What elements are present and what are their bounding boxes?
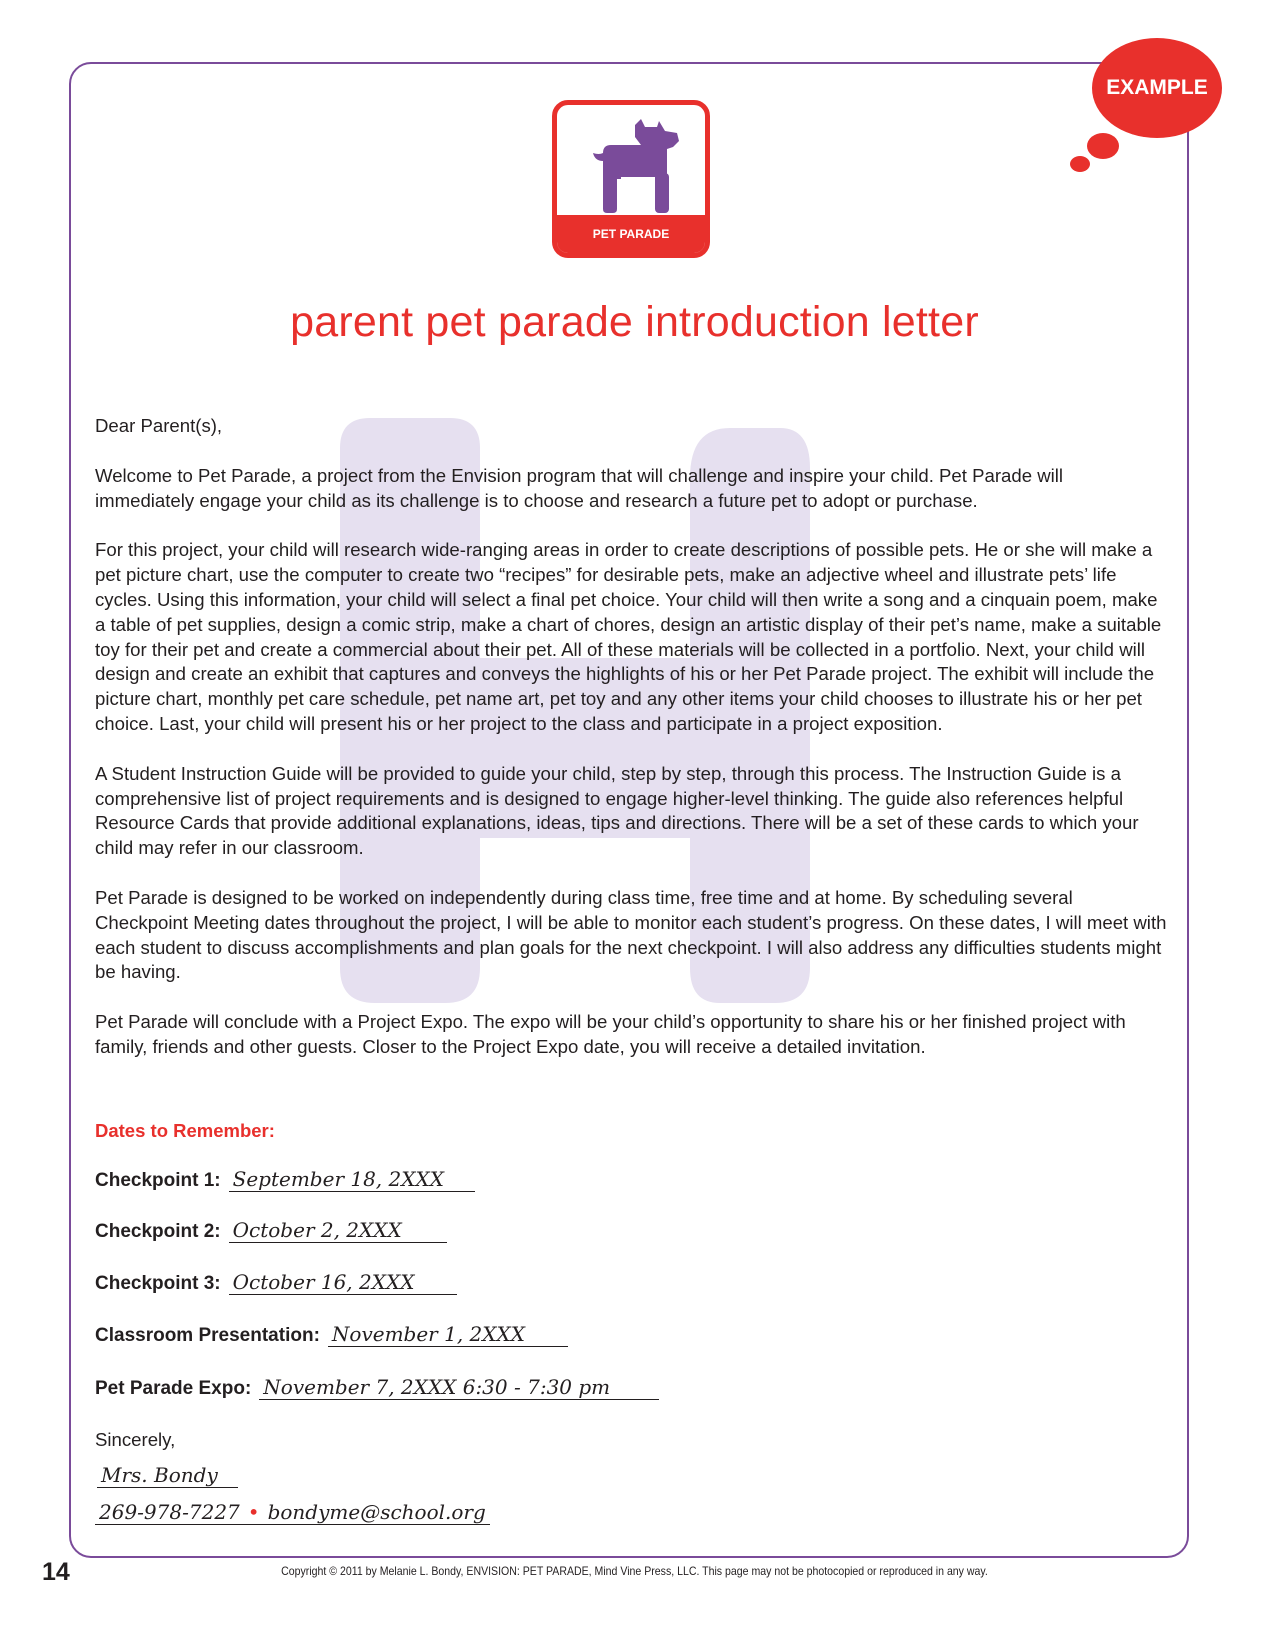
paragraph: Pet Parade will conclude with a Project Expo. The expo will be your child’s opportunity to share his or her finished project with family, friends and other guests. Closer to the Project Expo date, you will receive a detailed invitation. bbox=[95, 1011, 1126, 1057]
date-label: Checkpoint 3: bbox=[95, 1273, 221, 1294]
page-title: parent pet parade introduction letter bbox=[290, 298, 979, 346]
greeting: Dear Parent(s), bbox=[95, 415, 223, 436]
date-value: October 2, 2XXX bbox=[229, 1218, 447, 1243]
date-row-checkpoint-3 bbox=[95, 1270, 457, 1295]
dog-icon bbox=[587, 117, 685, 217]
date-row-checkpoint-1 bbox=[95, 1167, 475, 1192]
date-value: September 18, 2XXX bbox=[229, 1167, 475, 1192]
pet-parade-logo bbox=[552, 100, 710, 258]
date-label: Classroom Presentation: bbox=[95, 1325, 320, 1346]
closing: Sincerely, bbox=[95, 1429, 176, 1450]
date-value: October 16, 2XXX bbox=[229, 1270, 457, 1295]
contact-line bbox=[95, 1500, 490, 1525]
date-label: Checkpoint 1: bbox=[95, 1170, 221, 1191]
date-label: Checkpoint 2: bbox=[95, 1221, 221, 1242]
copyright-notice: Copyright © 2011 by Melanie L. Bondy, ENVISION: PET PARADE, Mind Vine Press, LLC. This page may not be photocopied or reproduced in any way. bbox=[281, 1564, 988, 1578]
date-value: November 1, 2XXX bbox=[328, 1322, 568, 1347]
page-number: 14 bbox=[42, 1558, 70, 1586]
bullet-separator: • bbox=[247, 1500, 260, 1524]
date-value: November 7, 2XXX 6:30 - 7:30 pm bbox=[259, 1375, 659, 1400]
signature: Mrs. Bondy bbox=[97, 1463, 238, 1488]
email-address: bondyme@school.org bbox=[267, 1500, 486, 1524]
date-row-pet-parade-expo bbox=[95, 1375, 659, 1400]
bubble-dot bbox=[1070, 156, 1090, 172]
bubble-dot bbox=[1087, 133, 1119, 159]
paragraph: Welcome to Pet Parade, a project from the Envision program that will challenge and inspire your child. Pet Parade will immediately engage your child as its challenge is to choose and research a future pet to adopt or purchase. bbox=[95, 464, 1064, 511]
paragraph: A Student Instruction Guide will be provided to guide your child, step by step, through this process. The Instruction Guide is a comprehensive list of project requirements and is designed to engage higher-level thinking. The guide also references helpful Resource Cards that provide additional explanations, ideas, tips and directions. There will be a set of these cards to which your child may refer in our classroom. bbox=[95, 762, 1139, 859]
date-row-checkpoint-2 bbox=[95, 1218, 447, 1243]
paragraph: For this project, your child will research wide-ranging areas in order to create descriptions of possible pets. He or she will make a pet picture chart, use the computer to create two “recipes” for desirable pets, make an adjective wheel and illustrate pets’ life cycles. Using this information, your child will select a final pet choice. Your child will then write a song and a cinquain poem, make a table of pet supplies, design a comic strip, make a chart of chores, design an artistic display of their pet’s name, make a suitable toy for their pet and create a commercial about their pet. All of these materials will be collected in a portfolio. Next, your child will design and create an exhibit that captures and conveys the highlights of his or her Pet Parade project. The exhibit will include the picture chart, monthly pet care schedule, pet name art, pet toy and any other items your child chooses to illustrate his or her pet choice. Last, your child will present his or her project to the class and participate in a project exposition. bbox=[95, 539, 1162, 734]
paragraph: Pet Parade is designed to be worked on independently during class time, free time and at home. By scheduling several Checkpoint Meeting dates throughout the project, I will be able to monitor each student’s progress. On these dates, I will meet with each student to discuss accomplishments and plan goals for the next checkpoint. I will also address any difficulties students might be having. bbox=[95, 886, 1167, 983]
date-row-classroom-presentation bbox=[95, 1322, 568, 1347]
example-badge: EXAMPLE bbox=[1092, 38, 1222, 138]
phone-number: 269-978-7227 bbox=[99, 1500, 240, 1524]
dates-heading: Dates to Remember: bbox=[95, 1120, 275, 1141]
date-label: Pet Parade Expo: bbox=[95, 1378, 252, 1399]
letter-body bbox=[95, 414, 1167, 1085]
logo-label: PET PARADE bbox=[557, 215, 705, 253]
